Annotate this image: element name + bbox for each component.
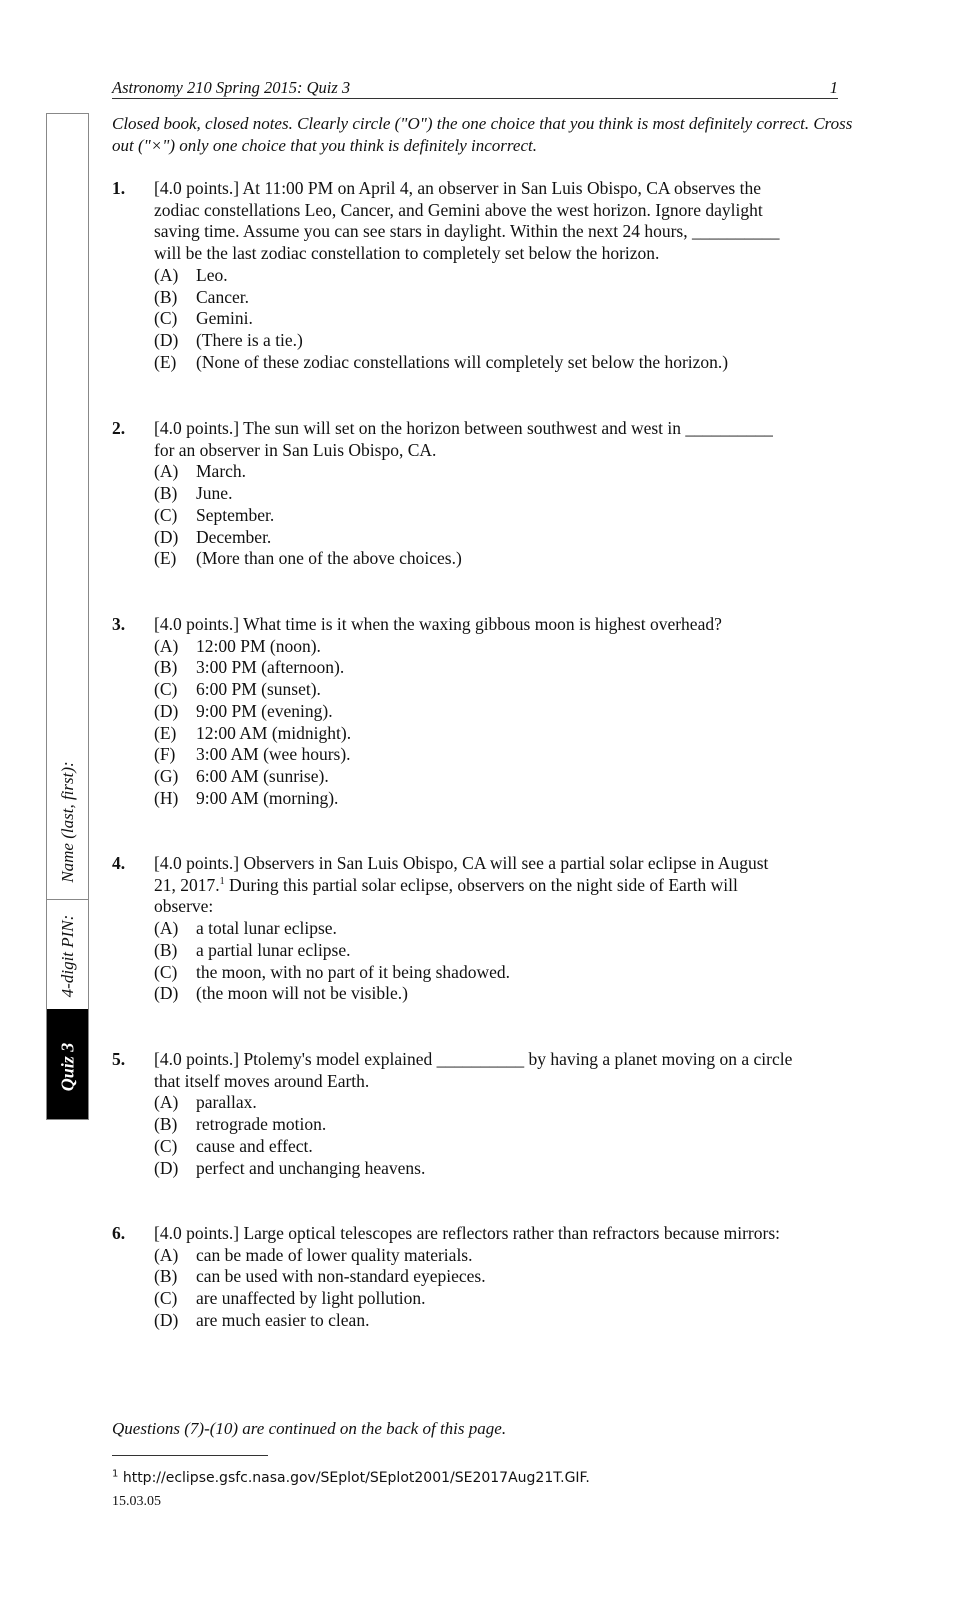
option-letter: (B)	[154, 286, 178, 307]
option-letter: (C)	[154, 504, 178, 525]
question-text-line: [4.0 points.] Ptolemy's model explained __________ by having a planet moving on a circle	[154, 1049, 793, 1069]
header-title: Astronomy 210 Spring 2015: Quiz 3	[112, 78, 351, 97]
instructions: Closed book, closed notes. Clearly circle ("O") the one choice that you think is most definitely correct. Cross out ("×") only one choice that you think is definitely incorrect.	[112, 114, 853, 155]
question-4	[112, 853, 872, 1005]
option-text: a partial lunar eclipse.	[196, 939, 351, 960]
question-number: 2.	[112, 418, 126, 438]
answer-option[interactable]	[154, 1136, 872, 1158]
answer-option[interactable]	[154, 983, 872, 1005]
question-text: During this partial solar eclipse, observers on the night side of Earth will	[224, 874, 738, 895]
option-text: 12:00 PM (noon).	[196, 635, 321, 656]
option-text: the moon, with no part of it being shadowed.	[196, 961, 510, 982]
option-letter: (C)	[154, 961, 178, 982]
answer-option[interactable]	[154, 352, 872, 374]
question-text-line: [4.0 points.] The sun will set on the horizon between southwest and west in __________	[154, 418, 773, 438]
student-id-box	[46, 113, 89, 1120]
answer-option[interactable]	[154, 1245, 872, 1267]
page-header	[112, 78, 838, 99]
question-text-line: that itself moves around Earth.	[154, 1070, 370, 1091]
footnote-ref: 1	[219, 875, 225, 887]
option-text: (the moon will not be visible.)	[196, 983, 408, 1004]
option-text: June.	[196, 483, 233, 504]
footnote-rule	[112, 1455, 268, 1456]
answer-option[interactable]	[154, 527, 872, 549]
option-text: September.	[196, 504, 275, 525]
answer-option[interactable]	[154, 1092, 872, 1114]
answer-option[interactable]	[154, 701, 872, 723]
option-letter: (A)	[154, 1092, 179, 1113]
pin-field-label: 4-digit PIN:	[57, 914, 77, 998]
question-5	[112, 1049, 872, 1179]
page-number: 1	[829, 78, 838, 97]
continued-note: Questions (7)-(10) are continued on the back of this page.	[112, 1419, 507, 1438]
answer-option[interactable]	[154, 287, 872, 309]
quiz-label-box	[47, 1009, 88, 1119]
answer-option[interactable]	[154, 723, 872, 745]
option-letter: (G)	[154, 765, 179, 786]
option-text: 6:00 PM (sunset).	[196, 679, 321, 700]
answer-option[interactable]	[154, 940, 872, 962]
question-number: 1.	[112, 178, 126, 198]
question-text-line: for an observer in San Luis Obispo, CA.	[154, 439, 437, 460]
option-letter: (F)	[154, 744, 176, 765]
answer-option[interactable]	[154, 788, 872, 810]
question-text-line	[154, 875, 872, 897]
question-number: 4.	[112, 853, 126, 873]
option-text: cause and effect.	[196, 1135, 313, 1156]
question-2	[112, 418, 872, 570]
footnote-text: http://eclipse.gsfc.nasa.gov/SEplot/SEplot2001/SE2017Aug21T.GIF.	[122, 1470, 590, 1486]
option-letter: (C)	[154, 1135, 178, 1156]
answer-option[interactable]	[154, 1158, 872, 1180]
footnote-mark: 1	[112, 1468, 119, 1480]
question-3	[112, 614, 872, 809]
answer-option[interactable]	[154, 918, 872, 940]
option-letter: (B)	[154, 1266, 178, 1287]
question-text-line: saving time. Assume you can see stars in daylight. Within the next 24 hours, __________	[154, 221, 780, 242]
option-text: Gemini.	[196, 308, 253, 329]
document-date: 15.03.05	[112, 1494, 161, 1509]
option-text: can be made of lower quality materials.	[196, 1244, 473, 1265]
option-letter: (B)	[154, 483, 178, 504]
option-letter: (D)	[154, 1309, 179, 1330]
option-letter: (E)	[154, 548, 177, 569]
option-text: perfect and unchanging heavens.	[196, 1157, 426, 1178]
answer-option[interactable]	[154, 483, 872, 505]
option-text: Cancer.	[196, 286, 249, 307]
question-text-line: will be the last zodiac constellation to completely set below the horizon.	[154, 243, 660, 264]
divider	[47, 899, 88, 900]
option-letter: (E)	[154, 351, 177, 372]
option-letter: (A)	[154, 461, 179, 482]
option-text: (There is a tie.)	[196, 329, 303, 350]
question-text: 21, 2017.	[154, 874, 220, 895]
option-text: December.	[196, 526, 272, 547]
option-text: can be used with non-standard eyepieces.	[196, 1266, 486, 1287]
question-6	[112, 1223, 872, 1332]
answer-option[interactable]	[154, 265, 872, 287]
question-text-line: [4.0 points.] What time is it when the waxing gibbous moon is highest overhead?	[154, 614, 722, 634]
answer-option[interactable]	[154, 766, 872, 788]
option-letter: (A)	[154, 918, 179, 939]
option-text: 3:00 AM (wee hours).	[196, 744, 351, 765]
question-text-line: [4.0 points.] At 11:00 PM on April 4, an observer in San Luis Obispo, CA observes the	[154, 178, 761, 198]
option-text: (None of these zodiac constellations will completely set below the horizon.)	[196, 351, 729, 372]
answer-option[interactable]	[154, 1114, 872, 1136]
question-number: 6.	[112, 1223, 126, 1243]
question-text-line: zodiac constellations Leo, Cancer, and Gemini above the west horizon. Ignore daylight	[154, 199, 763, 220]
option-text: are much easier to clean.	[196, 1309, 370, 1330]
answer-option[interactable]	[154, 636, 872, 658]
option-letter: (D)	[154, 329, 179, 350]
option-text: 3:00 PM (afternoon).	[196, 657, 345, 678]
answer-option[interactable]	[154, 1310, 872, 1332]
option-text: retrograde motion.	[196, 1114, 327, 1135]
option-letter: (D)	[154, 526, 179, 547]
answer-option[interactable]	[154, 744, 872, 766]
question-text-line: observe:	[154, 896, 214, 917]
option-text: March.	[196, 461, 247, 482]
option-letter: (B)	[154, 1114, 178, 1135]
answer-option[interactable]	[154, 657, 872, 679]
option-letter: (A)	[154, 264, 179, 285]
answer-option[interactable]	[154, 1288, 872, 1310]
option-text: are unaffected by light pollution.	[196, 1288, 426, 1309]
question-text-line: [4.0 points.] Observers in San Luis Obispo, CA will see a partial solar eclipse in August	[154, 853, 769, 873]
answer-option[interactable]	[154, 962, 872, 984]
name-field-label: Name (last, first):	[57, 761, 77, 883]
question-number: 3.	[112, 614, 126, 634]
option-letter: (H)	[154, 787, 179, 808]
answer-option[interactable]	[154, 308, 872, 330]
footnote	[112, 1470, 590, 1486]
option-letter: (D)	[154, 1157, 179, 1178]
answer-option[interactable]	[154, 548, 872, 570]
option-text: (More than one of the above choices.)	[196, 548, 462, 569]
quiz-label: Quiz 3	[57, 1042, 77, 1092]
option-text: 6:00 AM (sunrise).	[196, 765, 329, 786]
option-text: 9:00 PM (evening).	[196, 700, 333, 721]
option-letter: (C)	[154, 308, 178, 329]
option-letter: (D)	[154, 983, 179, 1004]
option-letter: (E)	[154, 722, 177, 743]
option-text: Leo.	[196, 264, 228, 285]
question-number: 5.	[112, 1049, 126, 1069]
option-letter: (C)	[154, 1288, 178, 1309]
question-text-line: [4.0 points.] Large optical telescopes are reflectors rather than refractors because mirrors:	[154, 1223, 780, 1243]
option-letter: (D)	[154, 700, 179, 721]
question-1	[112, 178, 872, 373]
answer-option[interactable]	[154, 1266, 872, 1288]
option-letter: (C)	[154, 679, 178, 700]
option-letter: (A)	[154, 635, 179, 656]
answer-option[interactable]	[154, 330, 872, 352]
option-text: 9:00 AM (morning).	[196, 787, 339, 808]
option-text: a total lunar eclipse.	[196, 918, 337, 939]
option-letter: (A)	[154, 1244, 179, 1265]
option-letter: (B)	[154, 657, 178, 678]
option-letter: (B)	[154, 939, 178, 960]
answer-option[interactable]	[154, 679, 872, 701]
option-text: parallax.	[196, 1092, 257, 1113]
answer-option[interactable]	[154, 461, 872, 483]
option-text: 12:00 AM (midnight).	[196, 722, 352, 743]
answer-option[interactable]	[154, 505, 872, 527]
